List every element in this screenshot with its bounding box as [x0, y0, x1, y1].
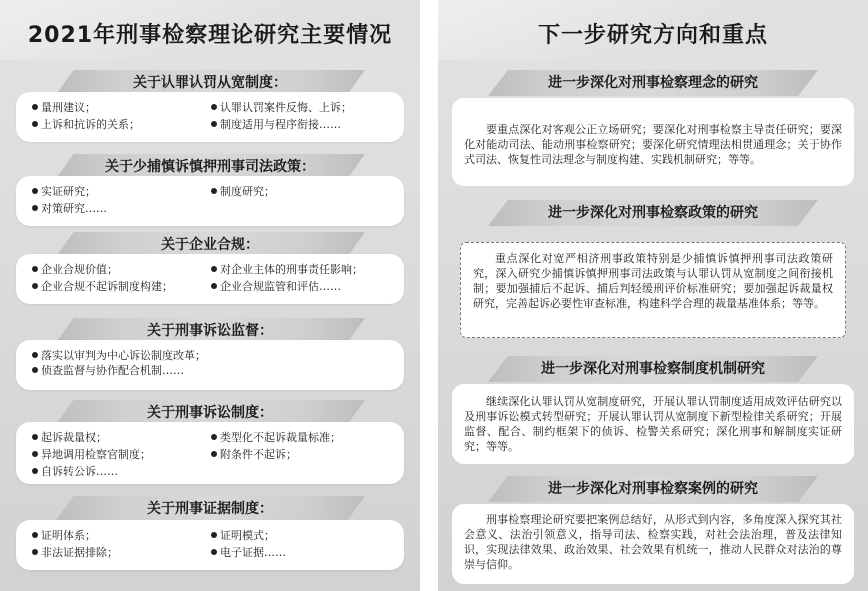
bullet-icon [211, 451, 217, 457]
list-item: 非法证据排除； [32, 545, 211, 560]
list-item: 异地调用检察官制度； [32, 447, 211, 462]
section-heading-policy-research: 进一步深化对刑事检察政策的研究 [488, 200, 818, 226]
section-heading-compliance: 关于企业合规： [55, 232, 365, 258]
section-heading-supervision: 关于刑事诉讼监督： [55, 318, 365, 344]
section-card-procedure [16, 422, 404, 484]
section-text-cases: 刑事检察理论研究要把案例总结好，从形式到内容，多角度深入探究其社会意义、法治引领意义，指导司法、检察实践，对社会法治理，普及法律知识，实现法律效果、政治效果、社会效果有机统一，推动人民群众对法治的尊崇与信仰。 [452, 504, 854, 584]
section-heading-evidence: 关于刑事证据制度： [55, 496, 365, 522]
section-card-evidence [16, 520, 404, 570]
section-card-compliance [16, 254, 404, 304]
list-item: 证明模式； [211, 528, 390, 543]
bullet-icon [32, 104, 38, 110]
bullet-icon [211, 104, 217, 110]
section-heading-cases: 进一步深化对刑事检察案例的研究 [488, 476, 818, 502]
section-heading-system: 进一步深化对刑事检察制度机制研究 [488, 356, 818, 382]
bullet-icon [32, 205, 38, 211]
list-item: 对策研究…… [32, 201, 211, 216]
section-heading-policy: 关于少捕慎诉慎押刑事司法政策： [55, 154, 365, 180]
bullet-icon [32, 121, 38, 127]
list-item: 证明体系； [32, 528, 211, 543]
bullet-icon [32, 188, 38, 194]
section-heading-plea: 关于认罪认罚从宽制度： [55, 70, 365, 96]
section-card-policy [16, 176, 404, 226]
list-item: 电子证据…… [211, 545, 390, 560]
bullet-icon [211, 283, 217, 289]
bullet-icon [32, 283, 38, 289]
list-item: 对企业主体的刑事责任影响； [211, 262, 390, 277]
list-item: 侦查监督与协作配合机制…… [32, 363, 390, 378]
section-heading-concept: 进一步深化对刑事检察理念的研究 [488, 70, 818, 96]
list-item: 量刑建议； [32, 100, 211, 115]
section-text-policy-research: 重点深化对宽严相济刑事政策特别是少捕慎诉慎押刑事司法政策研究，深入研究少捕慎诉慎押刑事司法政策与认罪认罚从宽制度之间衔接机制；要加强捕后不起诉、捕后判轻缓刑评价标准研究；要加强起诉裁量权研究，完善起诉必要性审查标准，构建科学合理的裁量基准体系；等等。 [460, 242, 846, 338]
bullet-icon [32, 266, 38, 272]
bullet-icon [32, 549, 38, 555]
list-item: 制度适用与程序衔接…… [211, 117, 390, 132]
list-item: 上诉和抗诉的关系； [32, 117, 211, 132]
list-item: 附条件不起诉； [211, 447, 390, 462]
bullet-icon [211, 434, 217, 440]
list-item: 起诉裁量权； [32, 430, 211, 445]
list-item: 认罪认罚案件反悔、上诉； [211, 100, 390, 115]
list-item: 落实以审判为中心诉讼制度改革； [32, 348, 390, 363]
left-panel [0, 0, 420, 591]
bullet-icon [211, 188, 217, 194]
list-item: 企业合规价值； [32, 262, 211, 277]
list-item: 类型化不起诉裁量标准； [211, 430, 390, 445]
section-text-concept: 要重点深化对客观公正立场研究；要深化对刑事检察主导责任研究；要深化对能动司法、能动刑事检察研究；要深化研究情理法相贯通理念；关于协作式司法、恢复性司法理念与制度构建、实践机制研究；等等。 [452, 98, 854, 186]
list-item: 实证研究； [32, 184, 211, 199]
right-panel [438, 0, 868, 591]
list-item: 制度研究； [211, 184, 390, 199]
section-card-supervision [16, 340, 404, 390]
list-item: 企业合规不起诉制度构建； [32, 279, 211, 294]
bullet-icon [32, 532, 38, 538]
bullet-icon [211, 266, 217, 272]
bullet-icon [32, 367, 38, 373]
list-item: 自诉转公诉…… [32, 464, 211, 479]
bullet-icon [32, 451, 38, 457]
bullet-icon [32, 434, 38, 440]
bullet-icon [211, 532, 217, 538]
section-card-plea [16, 92, 404, 142]
bullet-icon [32, 352, 38, 358]
section-heading-procedure: 关于刑事诉讼制度： [55, 400, 365, 426]
section-text-system: 继续深化认罪认罚从宽制度研究，开展认罪认罚制度适用成效评估研究以及刑事诉讼模式转型研究；开展认罪认罚从宽制度下新型检律关系研究；开展监督、配合、制约框架下的侦诉、检警关系研究；深化刑事和解制度实证研究；等等。 [452, 384, 854, 464]
bullet-icon [32, 468, 38, 474]
left-title: 2021年刑事检察理论研究主要情况 [27, 23, 393, 48]
bullet-icon [211, 121, 217, 127]
right-title: 下一步研究方向和重点 [537, 23, 768, 48]
bullet-icon [211, 549, 217, 555]
list-item: 企业合规监管和评估…… [211, 279, 390, 294]
